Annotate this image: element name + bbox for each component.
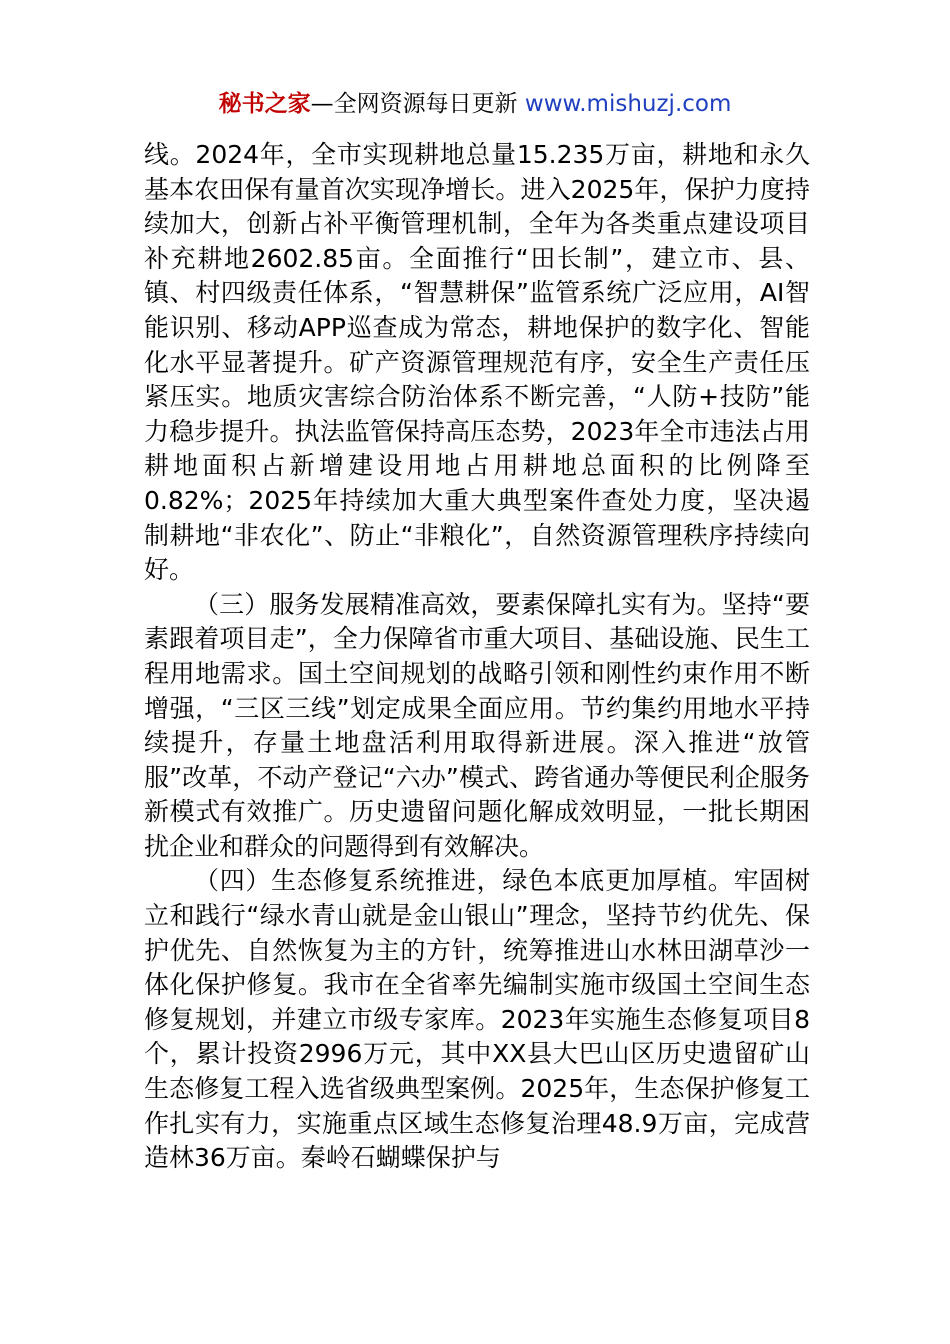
paragraph-continuation: 线。2024年，全市实现耕地总量15.235万亩，耕地和永久基本农田保有量首次实现净增长。进入2025年，保护力度持续加大，创新占补平衡管理机制，全年为各类重点建设项目补充耕地2602.85亩。全面推行“田长制”，建立市、县、镇、村四级责任体系，“智慧耕保”监管系统广泛应用，AI智能识别、移动APP巡查成为常态，耕地保护的数字化、智能化水平显著提升。矿产资源管理规范有序，安全生产责任压紧压实。地质灾害综合防治体系不断完善，“人防+技防”能力稳步提升。执法监管保持高压态势，2023年全市违法占用耕地面积占新增建设用地占用耕地总面积的比例降至0.82%；2025年持续加大重大典型案件查处力度，坚决遏制耕地“非农化”、防止“非粮化”，自然资源管理秩序持续向好。: [144, 140, 810, 585]
site-url-link[interactable]: www.mishuzj.com: [524, 91, 732, 117]
site-header: [0, 88, 950, 120]
brand-name: 秘书之家: [218, 91, 311, 117]
header-tagline: —全网资源每日更新: [310, 91, 525, 117]
paragraph-section-3: （三）服务发展精准高效，要素保障扎实有为。坚持“要素跟着项目走”，全力保障省市重大项目、基础设施、民生工程用地需求。国土空间规划的战略引领和刚性约束作用不断增强，“三区三线”划定成果全面应用。节约集约用地水平持续提升，存量土地盘活利用取得新进展。深入推进“放管服”改革，不动产登记“六办”模式、跨省通办等便民利企服务新模式有效推广。历史遗留问题化解成效明显，一批长期困扰企业和群众的问题得到有效解决。: [144, 589, 810, 861]
document-body: [144, 138, 810, 1176]
paragraph-section-4: （四）生态修复系统推进，绿色本底更加厚植。牢固树立和践行“绿水青山就是金山银山”理念，坚持节约优先、保护优先、自然恢复为主的方针，统筹推进山水林田湖草沙一体化保护修复。我市在全省率先编制实施市级国土空间生态修复规划，并建立市级专家库。2023年实施生态修复项目8个，累计投资2996万元，其中XX县大巴山区历史遗留矿山生态修复工程入选省级典型案例。2025年，生态保护修复工作扎实有力，实施重点区域生态修复治理48.9万亩，完成营造林36万亩。秦岭石蝴蝶保护与: [144, 866, 810, 1173]
